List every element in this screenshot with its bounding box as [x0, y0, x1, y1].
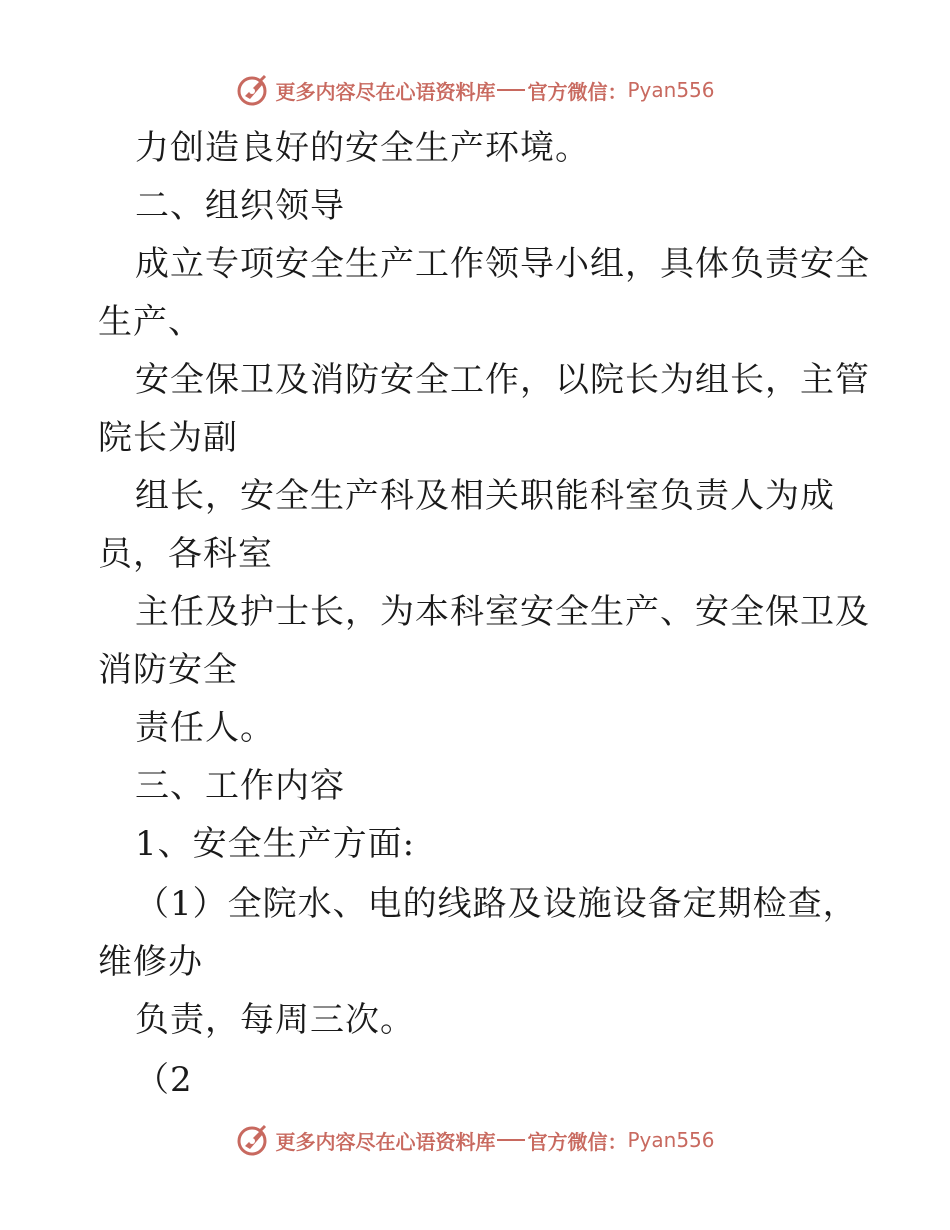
pen-logo-icon — [235, 1122, 271, 1158]
body-line: 维修办 — [98, 942, 203, 982]
body-line: 主任及护士长，为本科室安全生产、安全保卫及 — [135, 592, 870, 632]
body-line: 负责，每周三次。 — [135, 1000, 415, 1040]
pen-logo-icon — [235, 72, 271, 108]
body-line: 成立专项安全生产工作领导小组，具体负责安全 — [135, 244, 870, 284]
watermark-footer — [0, 1120, 950, 1160]
body-line: 组长，安全生产科及相关职能科室负责人为成 — [135, 476, 835, 516]
subsection-heading: 1、安全生产方面: — [135, 824, 416, 864]
body-line: （1）全院水、电的线路及设施设备定期检查， — [135, 884, 858, 924]
body-line: 院长为副 — [98, 418, 238, 458]
section-heading: 二、组织领导 — [135, 186, 345, 226]
watermark-dash — [497, 1139, 525, 1141]
watermark-text: 更多内容尽在心语资料库 — [275, 1129, 496, 1154]
watermark-wechat-label: 官方微信： — [527, 79, 628, 104]
watermark-wechat-label: 官方微信： — [527, 1129, 628, 1154]
body-line: （2 — [135, 1060, 193, 1100]
watermark-id: Pyan556 — [627, 1128, 715, 1152]
body-line: 生产、 — [98, 302, 203, 342]
body-line: 员，各科室 — [98, 534, 273, 574]
watermark-dash — [497, 89, 525, 91]
body-line: 力创造良好的安全生产环境。 — [135, 128, 590, 168]
section-heading: 三、工作内容 — [135, 766, 345, 806]
watermark-text: 更多内容尽在心语资料库 — [275, 79, 496, 104]
watermark-id: Pyan556 — [627, 78, 715, 102]
body-line: 责任人。 — [135, 708, 275, 748]
watermark-header — [0, 70, 950, 110]
body-line: 安全保卫及消防安全工作，以院长为组长，主管 — [135, 360, 870, 400]
body-line: 消防安全 — [98, 650, 238, 690]
